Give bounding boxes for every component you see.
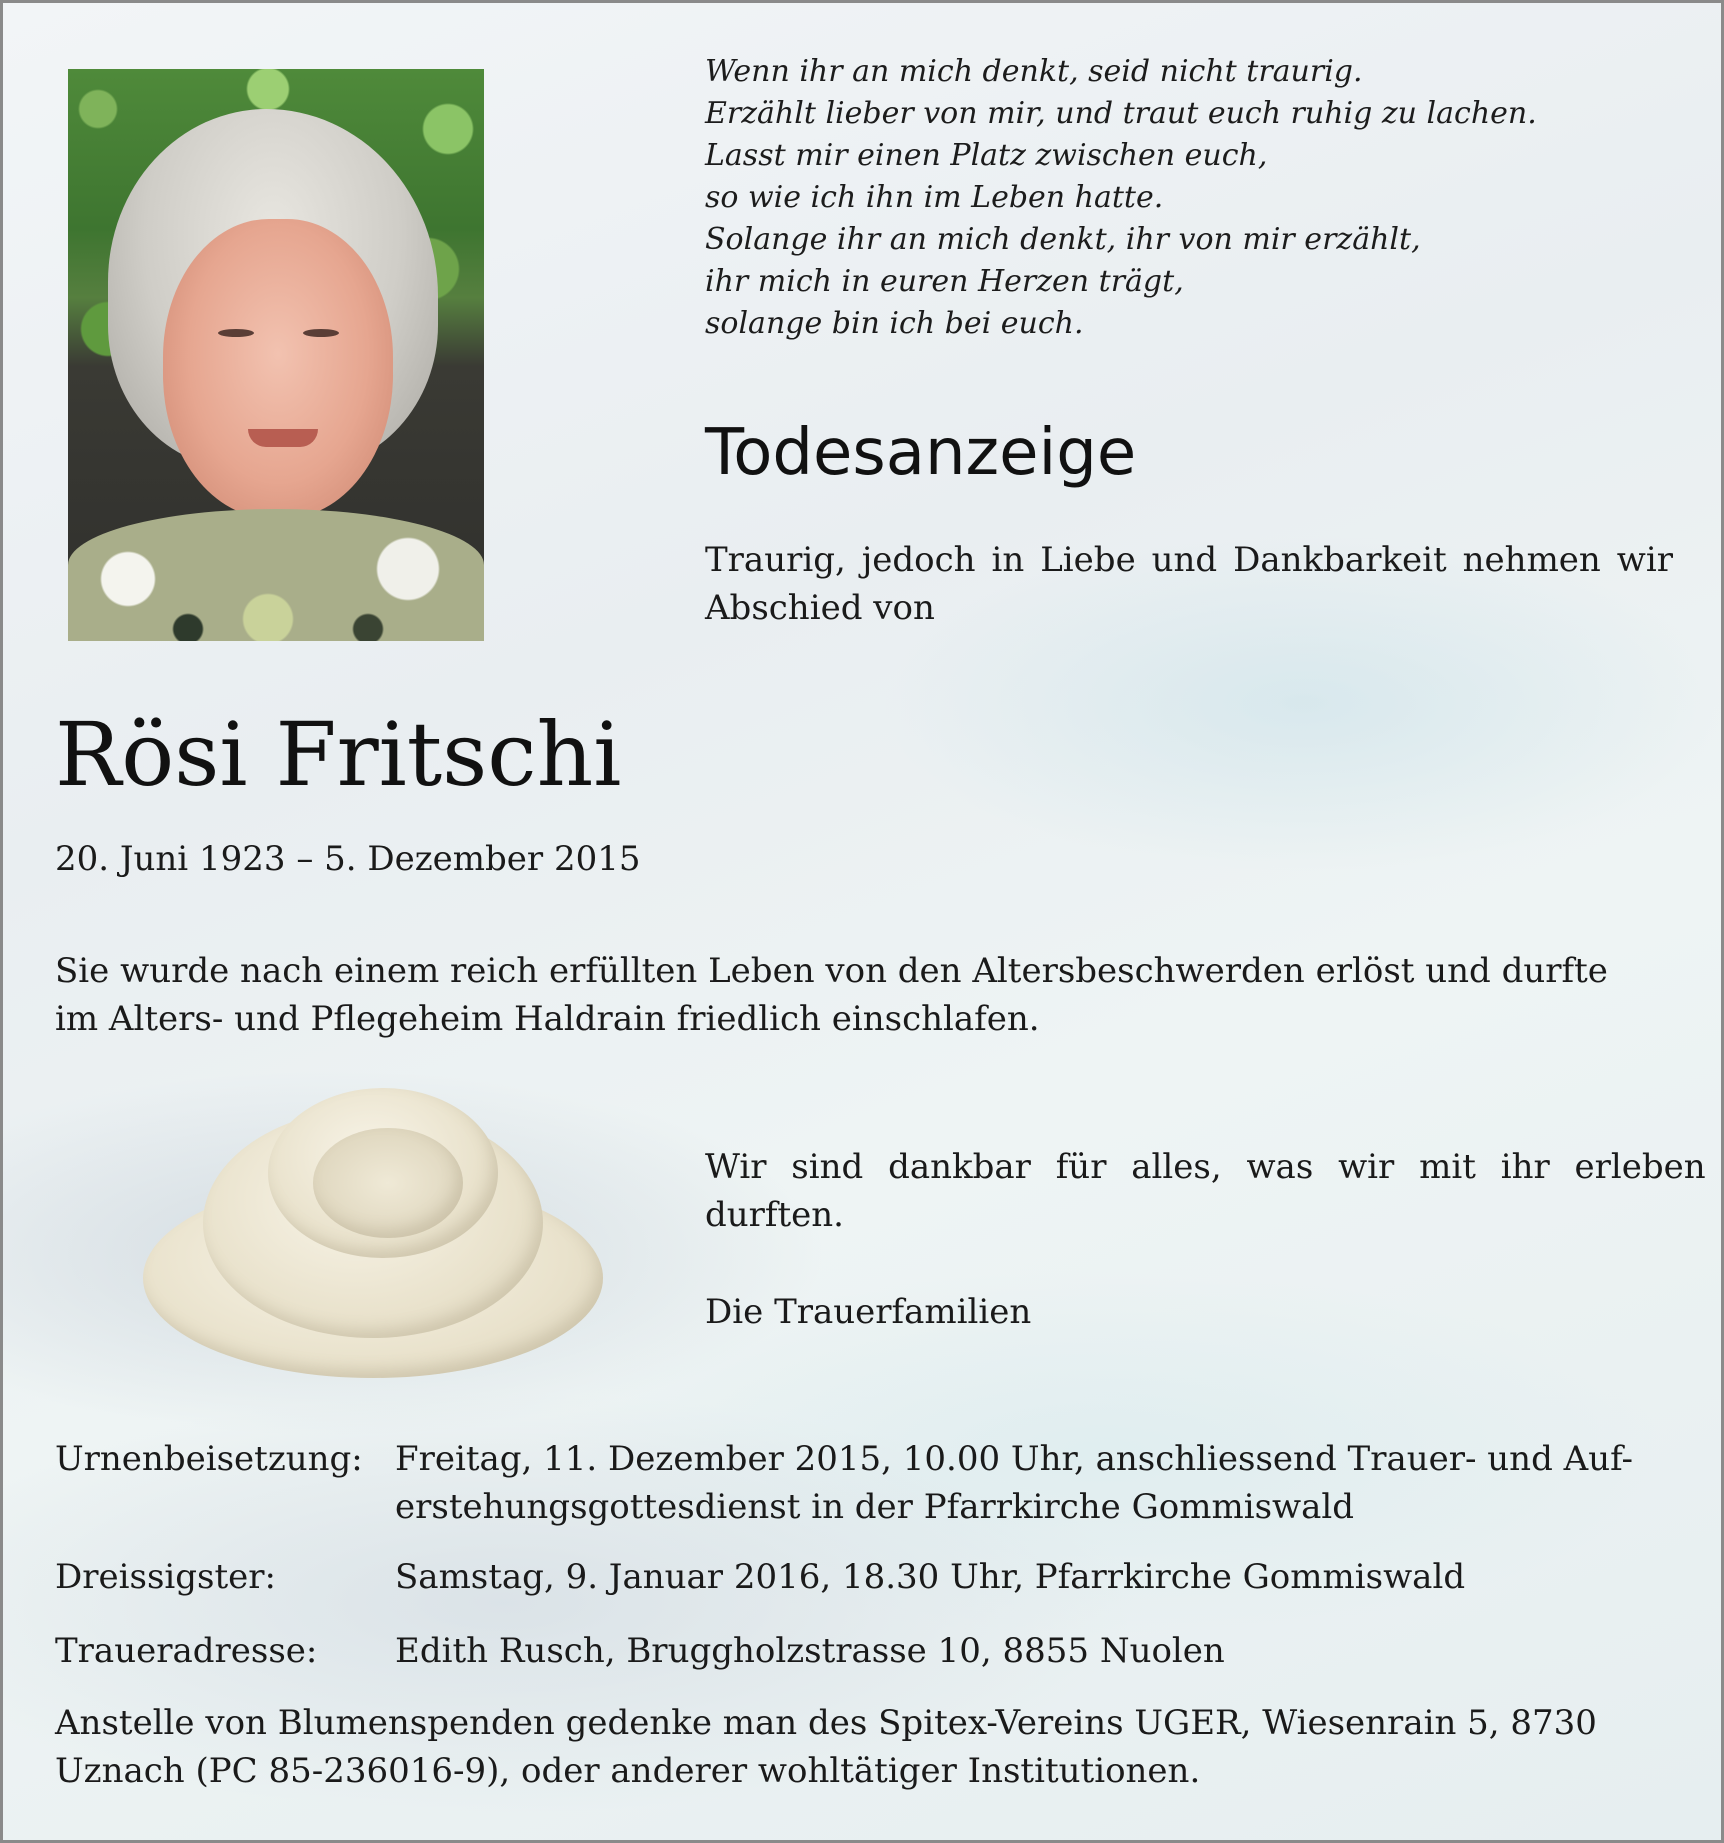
detail-row-traueradresse xyxy=(55,1627,1675,1701)
ceremony-details xyxy=(55,1435,1675,1701)
detail-value-line: erstehungsgottesdienst in der Pfarrkirche Gommiswald xyxy=(395,1487,1355,1527)
poem-line: Wenn ihr an mich denkt, seid nicht traurig. xyxy=(705,54,1363,89)
life-text xyxy=(55,947,1675,1043)
detail-value xyxy=(395,1553,1675,1601)
photo-eye-right xyxy=(303,329,339,337)
detail-row-urnenbeisetzung xyxy=(55,1435,1675,1541)
detail-value xyxy=(395,1627,1675,1675)
intro-text: Traurig, jedoch in Liebe und Dankbarkeit nehmen wir Abschied von xyxy=(705,540,1673,628)
photo-blouse xyxy=(68,509,484,641)
donation-line: Uznach (PC 85-236016-9), oder anderer wohltätiger Institutionen. xyxy=(55,1751,1201,1791)
poem-line: so wie ich ihn im Leben hatte. xyxy=(705,180,1164,215)
detail-label: Dreissigster: xyxy=(55,1557,276,1597)
photo-face xyxy=(163,219,393,519)
thanks-text xyxy=(705,1143,1706,1239)
poem xyxy=(705,51,1665,345)
photo-eye-left xyxy=(218,329,254,337)
detail-value xyxy=(395,1435,1675,1531)
detail-label: Traueradresse: xyxy=(55,1631,318,1671)
life-text-line: Sie wurde nach einem reich erfüllten Leben von den Altersbeschwerden erlöst und durfte xyxy=(55,951,1608,991)
detail-value-line: Edith Rusch, Bruggholzstrasse 10, 8855 Nuolen xyxy=(395,1631,1225,1671)
photo-mouth xyxy=(248,429,318,447)
poem-line: Solange ihr an mich denkt, ihr von mir erzählt, xyxy=(705,222,1421,257)
poem-line: solange bin ich bei euch. xyxy=(705,306,1084,341)
life-dates: 20. Juni 1923 – 5. Dezember 2015 xyxy=(55,839,641,879)
donation-line: Anstelle von Blumenspenden gedenke man des Spitex-Vereins UGER, Wiesenrain 5, 8730 xyxy=(55,1703,1597,1743)
deceased-name: Rösi Fritschi xyxy=(55,703,622,806)
detail-value-line: Samstag, 9. Januar 2016, 18.30 Uhr, Pfarrkirche Gommiswald xyxy=(395,1557,1466,1597)
rose-center xyxy=(313,1128,463,1238)
thanks-line: Wir sind dankbar für alles, was wir mit ihr erleben xyxy=(705,1147,1706,1187)
portrait-photo xyxy=(68,69,484,641)
poem-line: ihr mich in euren Herzen trägt, xyxy=(705,264,1184,299)
life-text-line: im Alters- und Pflegeheim Haldrain friedlich einschlafen. xyxy=(55,999,1040,1039)
detail-label: Urnenbeisetzung: xyxy=(55,1439,363,1479)
family-signature: Die Trauerfamilien xyxy=(705,1292,1032,1332)
donation-note xyxy=(55,1699,1675,1795)
poem-line: Erzählt lieber von mir, und traut euch ruhig zu lachen. xyxy=(705,96,1537,131)
detail-value-line: Freitag, 11. Dezember 2015, 10.00 Uhr, anschliessend Trauer- und Auf- xyxy=(395,1439,1633,1479)
poem-line: Lasst mir einen Platz zwischen euch, xyxy=(705,138,1268,173)
thanks-line: durften. xyxy=(705,1195,844,1235)
detail-row-dreissigster xyxy=(55,1553,1675,1627)
notice-heading: Todesanzeige xyxy=(705,416,1137,490)
white-rose-image xyxy=(83,1068,623,1418)
